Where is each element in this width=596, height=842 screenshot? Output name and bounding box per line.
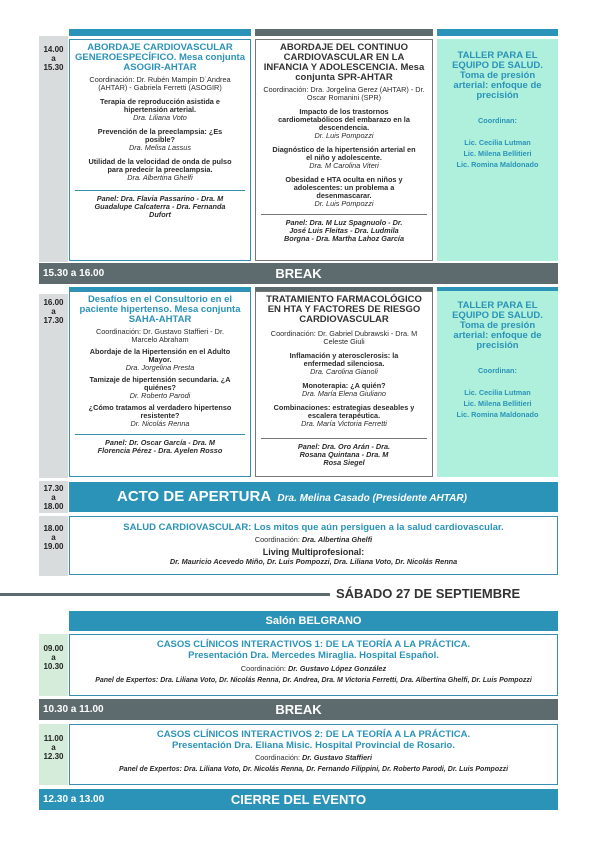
- closing-label: CIERRE DEL EVENTO: [230, 792, 367, 807]
- talk-title: Combinaciones: estrategias deseables y escalera terapéutica.: [273, 403, 415, 420]
- talk-speaker: Dr. Luis Pompozzi: [314, 199, 374, 208]
- day-rule: [0, 593, 330, 596]
- talk-title: Utilidad de la velocidad de onda de pulso para predecir la preeclampsia.: [88, 157, 232, 174]
- opening-speaker: Dra. Melina Casado (Presidente AHTAR): [277, 493, 467, 504]
- time-slot-3: [39, 481, 68, 513]
- workshop-coord-label: Coordinan:: [478, 366, 517, 375]
- talk-speaker: Dra. Albertina Ghelfi: [127, 173, 193, 182]
- session-coord: Coordinación: Dr. Gabriel Dubrawski - Dra. M Celeste Giuli: [270, 329, 418, 346]
- opening-label: ACTO DE APERTURA: [117, 488, 272, 505]
- session-title: ABORDAJE DEL CONTINUO CARDIOVASCULAR EN LA INFANCIA Y ADOLESCENCIA. Mesa conjunta SPR-AHTAR: [263, 42, 425, 83]
- salud-names: Dr. Mauricio Acevedo Miño, Dr. Luis Pompozzi, Dra. Liliana Voto, Dr. Nicolás Renna: [169, 557, 458, 566]
- coord-label: Coordinación:: [240, 664, 286, 673]
- panel-label: Panel de Expertos:: [118, 766, 182, 773]
- workshop-name: Lic. Milena Bellitieri: [463, 399, 532, 408]
- time-slot-2: [39, 294, 68, 478]
- talk-title: Diagnóstico de la hipertensión arterial en el niño y adolescente.: [272, 145, 416, 162]
- casos-presenter: Presentación Dra. Mercedes Miraglia. Hospital Español.: [188, 650, 439, 661]
- salud-sub: Living Multiprofesional:: [262, 547, 365, 557]
- time-start: 11.00: [43, 734, 64, 743]
- panel-names: Dra. Liliana Voto, Dr. Nicolás Renna, Dr. Fernando Filippini, Dr. Roberto Parodi, Dr. Luis Pompozzi: [183, 766, 509, 773]
- top-bar-gray: [255, 29, 433, 36]
- divider: [75, 190, 245, 191]
- talk-title: Abordaje de la Hipertensión en el Adulto Mayor.: [89, 347, 231, 364]
- session-panel: Panel: Dra. Flavia Passarino - Dra. M Guadalupe Calcaterra - Dra. Fernanda Dufort: [94, 194, 226, 219]
- talk-title: Impacto de los trastornos cardiometabólicos del embarazo en la descendencia.: [278, 107, 410, 132]
- top-bar-blue-1: [69, 29, 251, 36]
- talk-title: Obesidad e HTA oculta en niños y adolescentes: un problema a desenmascarar.: [285, 175, 403, 200]
- salon-header: Salón BELGRANO: [69, 611, 558, 631]
- workshop-name: Lic. Milena Bellitieri: [463, 149, 532, 158]
- time-end: 17.30: [43, 316, 64, 325]
- casos-panel-line: [70, 766, 557, 774]
- closing-time: 12.30 a 13.00: [43, 794, 105, 805]
- casos-coord-line: [70, 665, 557, 673]
- casos-coord-line: [70, 754, 557, 762]
- casos-presenter: Presentación Dra. Eliana Misic. Hospital Provincial de Rosario.: [172, 740, 455, 751]
- time-end: 10.30: [43, 662, 64, 671]
- casos-title: CASOS CLÍNICOS INTERACTIVOS 1: DE LA TEORÍA A LA PRÁCTICA.: [156, 639, 471, 650]
- session-farmaco: [255, 291, 433, 477]
- session-coord: Coordinación: Dr. Gustavo Staffieri - Dr. Marcelo Abraham: [95, 327, 225, 344]
- break-label: BREAK: [275, 702, 322, 717]
- talk-speaker: Dra. Carolina Gianoli: [310, 367, 378, 376]
- workshop-name: Lic. Romina Maldonado: [456, 160, 539, 169]
- break-bar-1: [39, 263, 558, 284]
- time-sep: a: [51, 493, 56, 502]
- workshop-name: Lic. Cecilia Lutman: [464, 388, 531, 397]
- salud-title: SALUD CARDIOVASCULAR: Los mitos que aún persiguen a la salud cardiovascular.: [123, 522, 504, 533]
- talk-title: Monoterapia: ¿A quién?: [302, 381, 386, 390]
- session-title: Desafíos en el Consultorio en el paciente hipertenso. Mesa conjunta SAHA-AHTAR: [79, 294, 241, 325]
- talk-title: Prevención de la preeclampsia: ¿Es posible?: [97, 127, 223, 144]
- talk-title: Terapia de reproducción asistida e hipertensión arterial.: [100, 97, 220, 114]
- break-time: 10.30 a 11.00: [43, 704, 104, 715]
- time-end: 12.30: [43, 752, 64, 761]
- coord-label: Coordinación:: [254, 535, 300, 544]
- time-sep: a: [51, 743, 56, 752]
- talk-speaker: Dra. María Elena Giuliano: [302, 389, 386, 398]
- talk-speaker: Dra. M Carolina Viteri: [309, 161, 379, 170]
- talk-title: Tamizaje de hipertensión secundaria. ¿A quiénes?: [89, 375, 231, 392]
- casos-panel-line: [70, 677, 557, 685]
- talk-speaker: Dra. Jorgelina Presta: [125, 363, 195, 372]
- time-start: 17.30: [43, 484, 64, 493]
- time-sep: a: [51, 533, 56, 542]
- session-panel: Panel: Dr. Oscar García - Dra. M Florencia Pérez - Dra. Ayelen Rosso: [97, 438, 223, 455]
- session-coord: Coordinación: Dr. Rubén Mampin D´Andrea (AHTAR) - Gabriela Ferretti (ASOGIR): [89, 75, 231, 92]
- coord-name: Dr. Gustavo López González: [287, 664, 387, 673]
- time-sep: a: [51, 307, 56, 316]
- talk-title: ¿Cómo tratamos al verdadero hipertenso resistente?: [88, 403, 232, 420]
- talk-speaker: Dr. Nicolás Renna: [130, 419, 190, 428]
- time-start: 18.00: [43, 524, 64, 533]
- time-sep: a: [51, 54, 56, 63]
- day-label: SÁBADO 27 DE SEPTIEMBRE: [336, 586, 521, 601]
- opening-bar: [69, 482, 558, 512]
- break-label: BREAK: [275, 266, 322, 281]
- time-slot-6: [39, 724, 68, 785]
- talk-speaker: Dra. María Victoria Ferretti: [301, 419, 387, 428]
- time-start: 16.00: [43, 298, 64, 307]
- coord-name: Dra. Albertina Ghelfi: [301, 535, 373, 544]
- talk-speaker: Dra. Liliana Voto: [133, 113, 187, 122]
- session-asogir: [69, 39, 251, 261]
- time-end: 15.30: [43, 63, 64, 72]
- session-coord: Coordinación: Dra. Jorgelina Gerez (AHTAR) - Dr. Oscar Romanini (SPR): [263, 85, 425, 102]
- panel-label: Panel de Expertos:: [95, 677, 159, 684]
- break-bar-2: [39, 699, 558, 720]
- session-spr: [255, 39, 433, 261]
- workshop-coord-label: Coordinan:: [478, 116, 517, 125]
- casos-title: CASOS CLÍNICOS INTERACTIVOS 2: DE LA TEORÍA A LA PRÁCTICA.: [156, 729, 471, 740]
- time-end: 18.00: [43, 502, 64, 511]
- time-start: 14.00: [43, 45, 64, 54]
- time-slot-4: [39, 516, 68, 576]
- time-start: 09.00: [43, 644, 64, 653]
- workshop-1: [437, 39, 558, 261]
- coord-label: Coordinación:: [254, 753, 300, 762]
- workshop-name: Lic. Romina Maldonado: [456, 410, 539, 419]
- workshop-title: TALLER PARA EL EQUIPO DE SALUD. Toma de presión arterial: enfoque de precisión: [452, 50, 543, 101]
- workshop-title: TALLER PARA EL EQUIPO DE SALUD. Toma de presión arterial: enfoque de precisión: [452, 300, 543, 351]
- salud-coord-line: [70, 536, 557, 544]
- session-salud: [69, 516, 558, 575]
- time-end: 19.00: [43, 542, 64, 551]
- session-casos-1: [69, 634, 558, 696]
- time-slot-5: [39, 634, 68, 696]
- session-saha: [69, 291, 251, 477]
- session-title: ABORDAJE CARDIOVASCULAR GENEROESPECÍFICO. Mesa conjunta ASOGIR-AHTAR: [75, 42, 245, 73]
- top-bar-blue-2: [437, 29, 558, 36]
- divider: [261, 438, 427, 439]
- workshop-2: [437, 291, 558, 477]
- talk-title: Inflamación y aterosclerosis: la enfermedad silenciosa.: [289, 351, 399, 368]
- coord-name: Dr. Gustavo Staffieri: [302, 753, 373, 762]
- closing-bar: [39, 789, 558, 810]
- talk-speaker: Dra. Melisa Lassus: [128, 143, 192, 152]
- workshop-name: Lic. Cecilia Lutman: [464, 138, 531, 147]
- break-time: 15.30 a 16.00: [43, 268, 105, 279]
- time-sep: a: [51, 653, 56, 662]
- session-panel: Panel: Dra. Oro Arán - Dra. Rosana Quintana - Dra. M Rosa Siegel: [297, 442, 391, 467]
- session-casos-2: [69, 724, 558, 785]
- session-panel: Panel: Dra. M Luz Spagnuolo - Dr. José Luis Fleitas - Dra. Ludmila Borgna - Dra. Martha Lahoz García: [283, 218, 405, 243]
- session-title: TRATAMIENTO FARMACOLÓGICO EN HTA Y FACTORES DE RIESGO CARDIOVASCULAR: [266, 294, 422, 325]
- talk-speaker: Dr. Luis Pompozzi: [314, 131, 374, 140]
- panel-names: Dra. Liliana Voto, Dr. Nicolás Renna, Dr. Andrea, Dra. M Victoria Ferretti, Dra. Albertina Ghelfi, Dr. Luis Pompozzi: [160, 677, 532, 684]
- time-slot-1: [39, 36, 68, 262]
- divider: [75, 434, 245, 435]
- talk-speaker: Dr. Roberto Parodi: [129, 391, 191, 400]
- divider: [261, 214, 427, 215]
